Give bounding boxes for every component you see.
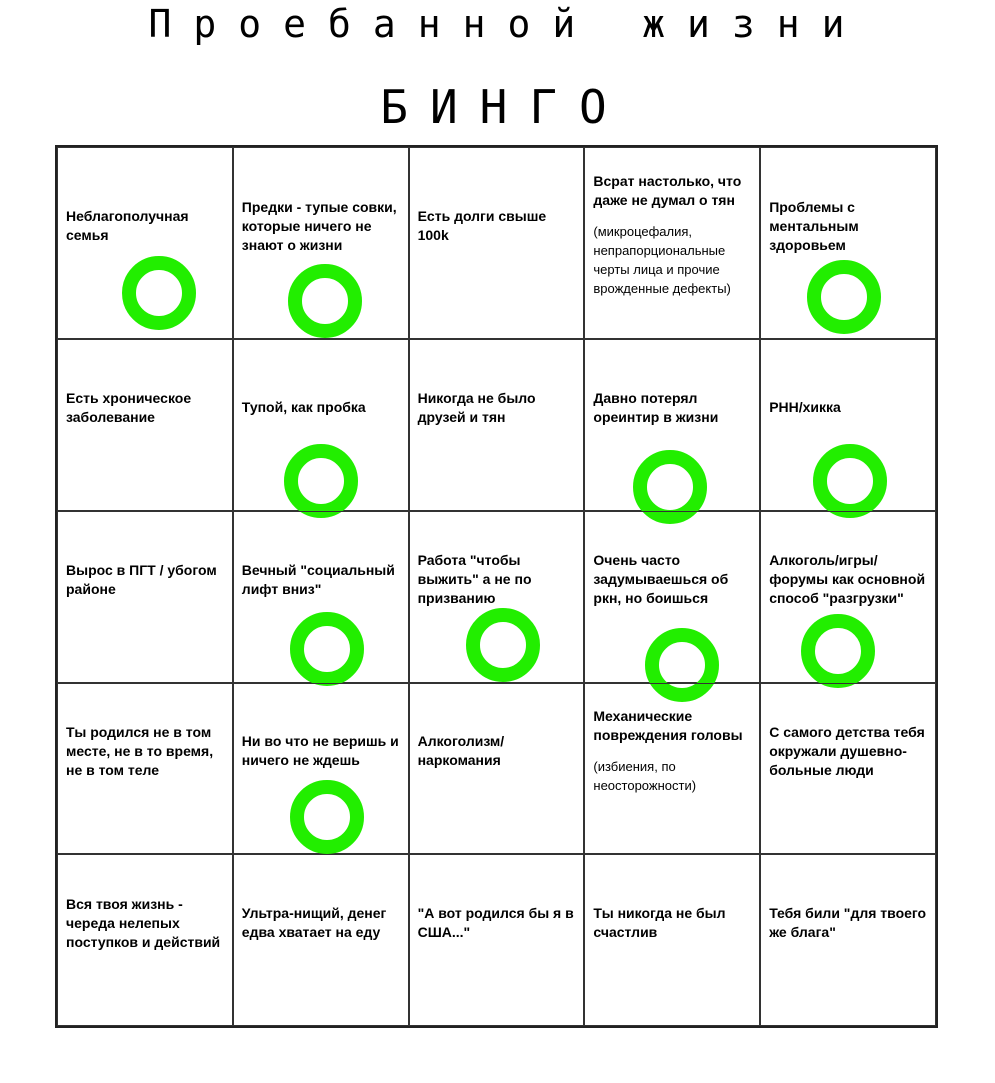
bingo-cell[interactable] — [760, 339, 936, 511]
cell-text: РНН/хикка — [769, 399, 841, 416]
bingo-cell[interactable] — [233, 339, 409, 511]
cell-text: Работа "чтобы выжить" а не по призванию — [417, 552, 532, 607]
bingo-cell[interactable] — [584, 511, 760, 683]
bingo-heading: БИНГО — [380, 80, 629, 134]
cell-text: Тупой, как пробка — [241, 399, 366, 416]
cell-text: Ты никогда не был счастлив — [593, 905, 726, 941]
bingo-cell[interactable] — [584, 147, 760, 339]
cell-text: С самого детства тебя окружали душевно-больные люди — [769, 723, 925, 778]
bingo-cell[interactable] — [409, 339, 585, 511]
cell-text: Механические повреждения головы — [593, 708, 743, 744]
cell-text: Всрат настолько, что даже не думал о тян — [593, 173, 742, 208]
green-circle-mark — [284, 444, 358, 518]
bingo-cell[interactable] — [57, 683, 233, 855]
green-circle-mark — [122, 256, 196, 330]
cell-text: Вся твоя жизнь - череда нелепых поступков и действий — [66, 895, 221, 950]
cell-text: Алкоголь/игры/форумы как основной способ "разгрузки" — [769, 552, 926, 607]
cell-text: Давно потерял ореинтир в жизни — [593, 389, 719, 425]
page-title: Проебанной жизни — [148, 2, 867, 46]
green-circle-mark — [290, 612, 364, 686]
bingo-cell[interactable] — [584, 683, 760, 855]
cell-text: Тебя били "для твоего же блага" — [769, 905, 927, 941]
green-circle-mark — [288, 264, 362, 338]
bingo-grid — [55, 145, 938, 1028]
bingo-cell[interactable] — [57, 854, 233, 1026]
cell-text: Вечный "социальный лифт вниз" — [241, 561, 395, 597]
green-circle-mark — [801, 614, 875, 688]
bingo-cell[interactable] — [233, 683, 409, 855]
cell-text: Есть хроническое заболевание — [66, 389, 192, 425]
cell-text: Очень часто задумываешься об ркн, но боишься — [593, 552, 729, 607]
bingo-cell[interactable] — [760, 683, 936, 855]
cell-text: Алкоголизм/ наркомания — [417, 733, 505, 769]
bingo-cell[interactable] — [57, 339, 233, 511]
green-circle-mark — [813, 444, 887, 518]
bingo-cell[interactable] — [233, 511, 409, 683]
cell-text: Есть долги свыше 100k — [417, 208, 547, 243]
cell-text: Проблемы с ментальным здоровьем — [769, 198, 859, 253]
cell-note: (микроцефалия, непрапорциональные черты лица и прочие врожденные дефекты) — [593, 224, 731, 296]
cell-text: Предки - тупые совки, которые ничего не знают о жизни — [241, 198, 397, 253]
bingo-cell[interactable] — [584, 339, 760, 511]
bingo-cell[interactable] — [584, 854, 760, 1026]
green-circle-mark — [807, 260, 881, 334]
cell-text: Ультра-нищий, денег едва хватает на еду — [241, 905, 387, 941]
bingo-cell[interactable] — [409, 511, 585, 683]
bingo-cell[interactable] — [409, 683, 585, 855]
bingo-cell[interactable] — [760, 854, 936, 1026]
cell-text: Ни во что не веришь и ничего не ждешь — [241, 733, 399, 769]
bingo-cell[interactable] — [409, 147, 585, 339]
cell-text: Вырос в ПГТ / убогом районе — [66, 561, 217, 597]
bingo-cell[interactable] — [760, 511, 936, 683]
bingo-cell[interactable] — [57, 147, 233, 339]
green-circle-mark — [466, 608, 540, 682]
cell-text: "А вот родился бы я в США..." — [417, 905, 574, 941]
green-circle-mark — [290, 780, 364, 854]
bingo-cell[interactable] — [233, 854, 409, 1026]
bingo-cell[interactable] — [57, 511, 233, 683]
bingo-cell[interactable] — [409, 854, 585, 1026]
cell-text: Никогда не было друзей и тян — [417, 389, 536, 425]
cell-note: (избиения, по неосторожности) — [593, 759, 697, 794]
bingo-cell[interactable] — [760, 147, 936, 339]
cell-text: Ты родился не в том месте, не в то время, не в том теле — [66, 723, 214, 778]
bingo-cell[interactable] — [233, 147, 409, 339]
cell-text: Неблагополучная семья — [66, 208, 189, 243]
